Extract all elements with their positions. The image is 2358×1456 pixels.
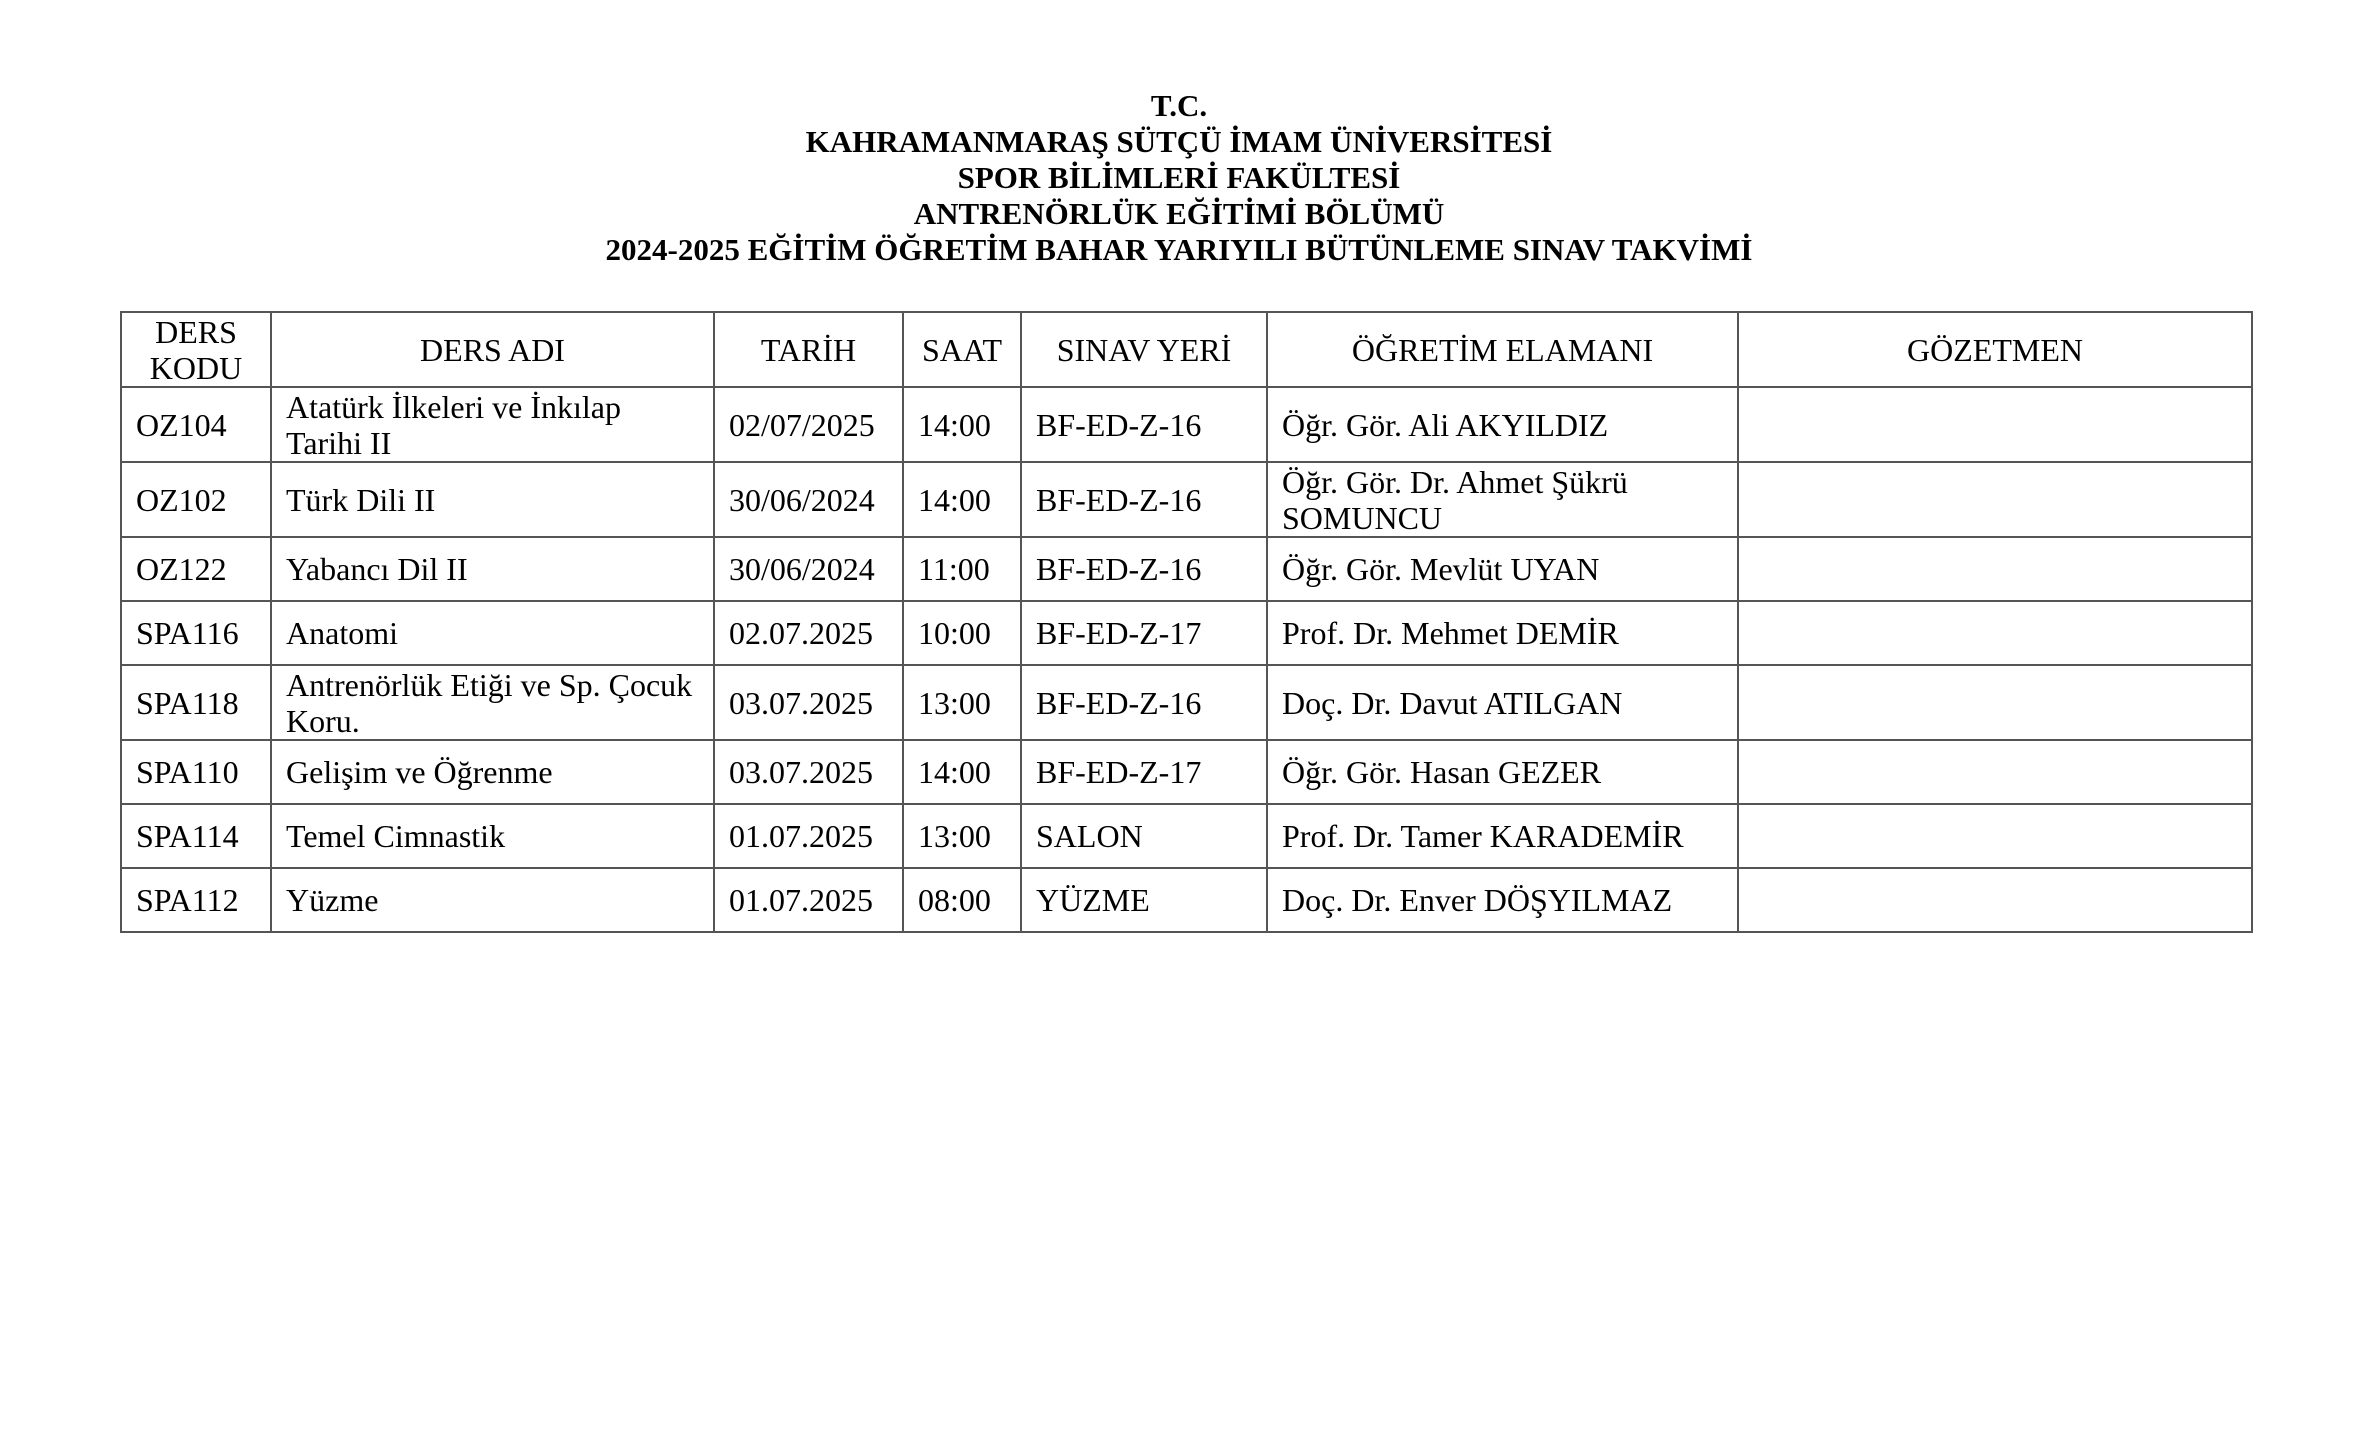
cell-date: 03.07.2025 bbox=[714, 665, 903, 740]
table-header-row bbox=[121, 312, 2252, 387]
cell-place: BF-ED-Z-16 bbox=[1021, 462, 1267, 537]
cell-name: Atatürk İlkeleri ve İnkılap Tarihi II bbox=[271, 387, 714, 462]
cell-time: 14:00 bbox=[903, 462, 1021, 537]
column-header-place: SINAV YERİ bbox=[1021, 312, 1267, 387]
cell-time: 08:00 bbox=[903, 868, 1021, 932]
cell-name: Antrenörlük Etiği ve Sp. Çocuk Koru. bbox=[271, 665, 714, 740]
column-header-proctor: GÖZETMEN bbox=[1738, 312, 2252, 387]
cell-name: Anatomi bbox=[271, 601, 714, 665]
table-row bbox=[121, 740, 2252, 804]
cell-date: 30/06/2024 bbox=[714, 462, 903, 537]
column-header-code-line1: DERS bbox=[155, 313, 237, 350]
cell-code: OZ102 bbox=[121, 462, 271, 537]
cell-lecturer: Öğr. Gör. Mevlüt UYAN bbox=[1267, 537, 1738, 601]
cell-name: Yüzme bbox=[271, 868, 714, 932]
cell-code: SPA112 bbox=[121, 868, 271, 932]
table-row bbox=[121, 462, 2252, 537]
cell-code: SPA110 bbox=[121, 740, 271, 804]
table-row bbox=[121, 868, 2252, 932]
cell-proctor bbox=[1738, 804, 2252, 868]
column-header-code bbox=[121, 312, 271, 387]
cell-lecturer: Öğr. Gör. Hasan GEZER bbox=[1267, 740, 1738, 804]
header-line-tc: T.C. bbox=[1150, 88, 1208, 123]
document-header bbox=[0, 88, 2358, 268]
cell-time: 10:00 bbox=[903, 601, 1021, 665]
table-row bbox=[121, 665, 2252, 740]
cell-lecturer: Prof. Dr. Tamer KARADEMİR bbox=[1267, 804, 1738, 868]
cell-code: OZ104 bbox=[121, 387, 271, 462]
cell-time: 13:00 bbox=[903, 804, 1021, 868]
cell-proctor bbox=[1738, 740, 2252, 804]
cell-lecturer: Öğr. Gör. Ali AKYILDIZ bbox=[1267, 387, 1738, 462]
cell-date: 03.07.2025 bbox=[714, 740, 903, 804]
table-row bbox=[121, 804, 2252, 868]
column-header-code-line2: KODU bbox=[149, 349, 243, 386]
cell-place: SALON bbox=[1021, 804, 1267, 868]
cell-date: 01.07.2025 bbox=[714, 868, 903, 932]
column-header-time: SAAT bbox=[903, 312, 1021, 387]
cell-proctor bbox=[1738, 601, 2252, 665]
cell-date: 01.07.2025 bbox=[714, 804, 903, 868]
cell-date: 02.07.2025 bbox=[714, 601, 903, 665]
exam-schedule-table bbox=[120, 311, 2253, 933]
cell-code: OZ122 bbox=[121, 537, 271, 601]
cell-proctor bbox=[1738, 537, 2252, 601]
table-row bbox=[121, 601, 2252, 665]
cell-code: SPA116 bbox=[121, 601, 271, 665]
header-line-faculty: SPOR BİLİMLERİ FAKÜLTESİ bbox=[957, 160, 1401, 195]
cell-place: BF-ED-Z-16 bbox=[1021, 387, 1267, 462]
cell-time: 14:00 bbox=[903, 387, 1021, 462]
cell-place: YÜZME bbox=[1021, 868, 1267, 932]
cell-proctor bbox=[1738, 462, 2252, 537]
cell-place: BF-ED-Z-17 bbox=[1021, 740, 1267, 804]
cell-proctor bbox=[1738, 665, 2252, 740]
column-header-date: TARİH bbox=[714, 312, 903, 387]
cell-lecturer: Doç. Dr. Davut ATILGAN bbox=[1267, 665, 1738, 740]
cell-lecturer: Prof. Dr. Mehmet DEMİR bbox=[1267, 601, 1738, 665]
cell-date: 02/07/2025 bbox=[714, 387, 903, 462]
table-row bbox=[121, 387, 2252, 462]
cell-time: 13:00 bbox=[903, 665, 1021, 740]
cell-name: Türk Dili II bbox=[271, 462, 714, 537]
cell-name: Gelişim ve Öğrenme bbox=[271, 740, 714, 804]
cell-proctor bbox=[1738, 387, 2252, 462]
cell-name: Yabancı Dil II bbox=[271, 537, 714, 601]
column-header-lecturer: ÖĞRETİM ELAMANI bbox=[1267, 312, 1738, 387]
cell-name: Temel Cimnastik bbox=[271, 804, 714, 868]
cell-date: 30/06/2024 bbox=[714, 537, 903, 601]
header-line-schedule-title: 2024-2025 EĞİTİM ÖĞRETİM BAHAR YARIYILI BÜTÜNLEME SINAV TAKVİMİ bbox=[605, 232, 1753, 267]
cell-time: 11:00 bbox=[903, 537, 1021, 601]
header-line-department: ANTRENÖRLÜK EĞİTİMİ BÖLÜMÜ bbox=[913, 196, 1445, 231]
table-row bbox=[121, 537, 2252, 601]
cell-place: BF-ED-Z-16 bbox=[1021, 537, 1267, 601]
header-line-university: KAHRAMANMARAŞ SÜTÇÜ İMAM ÜNİVERSİTESİ bbox=[805, 124, 1553, 159]
cell-lecturer: Doç. Dr. Enver DÖŞYILMAZ bbox=[1267, 868, 1738, 932]
cell-proctor bbox=[1738, 868, 2252, 932]
cell-place: BF-ED-Z-16 bbox=[1021, 665, 1267, 740]
cell-code: SPA118 bbox=[121, 665, 271, 740]
cell-time: 14:00 bbox=[903, 740, 1021, 804]
cell-lecturer: Öğr. Gör. Dr. Ahmet Şükrü SOMUNCU bbox=[1267, 462, 1738, 537]
column-header-name: DERS ADI bbox=[271, 312, 714, 387]
cell-place: BF-ED-Z-17 bbox=[1021, 601, 1267, 665]
cell-code: SPA114 bbox=[121, 804, 271, 868]
